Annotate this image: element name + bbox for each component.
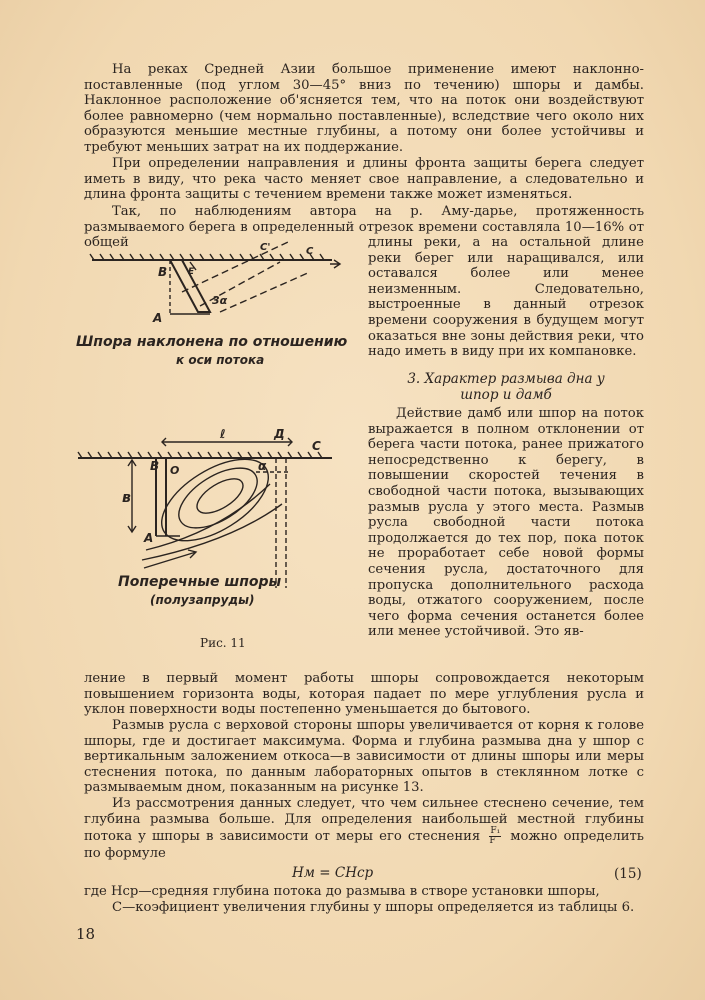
label-alpha-bottom: α [258,459,267,473]
top-figure-caption-2: к оси потока [176,353,265,367]
top-figure-caption-1: Шпора наклонена по отношению [76,334,348,350]
label-b-top: В [158,265,168,279]
label-c1-top: C' [260,242,271,253]
paragraph-river-direction: При определении направления и длины фронта защиты берега следует иметь в виду, что река часто меняет свое направление, а следовательно и длина фронта защиты с течением времени также может изменяться. [84,156,644,203]
paragraph-scour-depth [84,796,644,862]
page-number: 18 [76,925,96,943]
text-scour-b: можно определить по формуле [84,829,644,862]
fraction-numerator: F₁ [490,826,501,837]
where-line-1: где Hср—средняя глубина потока до размыва в створе установки шпоры, [84,884,600,899]
label-angle-top: 3α [212,294,228,307]
figure-caption: Рис. 11 [200,636,246,650]
paragraph-continuation: ление в первый момент работы шпоры сопровождается некоторым повышением горизонта воды, которая падает по мере углубления русла и уклон поверхности воды постепенно уменьшается до бытового. [84,671,644,718]
label-e-top: Е [188,267,195,277]
paragraph-inclined-spurs: На реках Средней Азии большое применение имеют наклонно-поставленные (под углом 30—45° вниз по течению) шпоры и дамбы. Наклонное расположение об'ясняется тем, что на поток они воздействуют более равномерно (чем нормально поставленные), вследствие чего около них образуются меньшие местные глубины, а потому они более устойчивы и требуют меньших затрат на их поддержание. [84,62,644,155]
label-d-bottom: Д [274,427,285,441]
formula: Hм = CHср [292,865,374,881]
heading-line-1: 3. Характер размыва дна у [407,371,605,387]
text-scour-a: Из рассмотрения данных следует, что чем сильнее стеснено сечение, тем глубина размыва больше. Для определения наибольшей местной глубины потока у шпоры в зависимости от меры его стеснения [84,796,644,845]
paragraph-side-action: Действие дамб или шпор на поток выражается в полном отклонении от берега части потока, ранее прижатого непосредственно к берегу, в повышении скоростей течения в свободной части потока, вызывающих размыв русла у этого места. Размыв русла свободной части потока продолжается до тех пор, пока поток не проработает себе новой формы сечения русла, достаточного для пропуска дополнительного расхода воды, отжатого сооружением, после чего форма сечения останется более или менее устойчивой. Это яв- [368,406,644,640]
label-b-bottom: В [150,459,160,473]
formula-number: (15) [614,866,642,882]
heading-line-2: шпор и дамб [460,387,552,403]
fraction-denominator: F [489,836,496,847]
paragraph-amu-darya: Так, по наблюдениям автора на р. Аму-дарье, протяженность размываемого берега в определенный отрезок времени составляла 10—16% от общей [84,204,644,251]
paragraph-side-shore: длины реки, а на остальной длине реки берег или наращивался, или оставался более или менее неизменным. Следовательно, выстроенные в данный отрезок времени сооружения в будущем могут оказаться вне зоны действия реки, что надо иметь в виду при их компановке. [368,235,644,360]
figure-inclined-spur [70,232,370,372]
label-bv-bottom: в [122,490,131,506]
label-c-top: C [306,246,314,257]
label-o-bottom: О [170,464,180,477]
bottom-figure-caption-2: (полузапруды) [150,593,255,607]
figure-transverse-spurs [70,424,370,624]
fraction-f1-f [489,827,501,846]
bottom-figure-caption-1: Поперечные шпоры [118,574,282,590]
section-heading [368,371,644,403]
where-line-2: C—коэфициент увеличения глубины у шпоры определяется из таблицы 6. [112,900,635,915]
label-a-top: А [153,311,163,325]
label-a-bottom: А [144,531,154,545]
label-c-bottom: C [312,439,321,453]
paragraph-scour-form: Размыв русла с верховой стороны шпоры увеличивается от корня к голове шпоры, где и достигает максимума. Форма и глубина размыва дна у шпор с вертикальным заложением откоса—в зависимости от длины шпоры или меры стеснения потока, по данным лабораторных опытов в стеклянном лотке с размываемым дном, показанным на рисунке 13. [84,718,644,796]
label-l-bottom: ℓ [220,427,226,441]
